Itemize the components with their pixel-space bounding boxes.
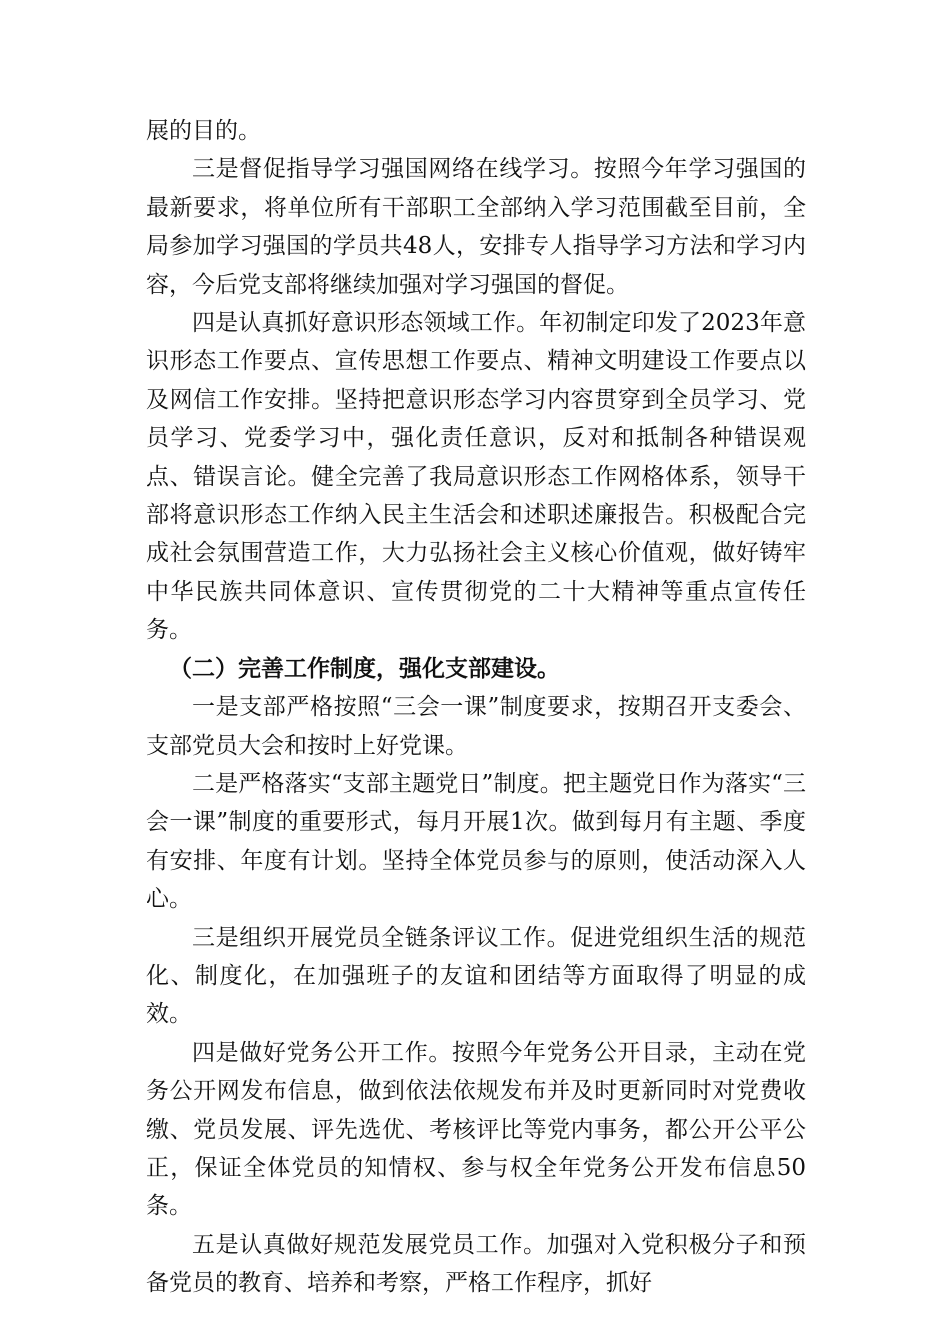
paragraph-continuation: 展的目的。 xyxy=(146,118,261,144)
paragraph-theme-day: 二是严格落实“支部主题党日”制度。把主题党日作为落实“三会一课”制度的重要形式，每月开展1次。做到每月有主题、季度有安排、年度有计划。坚持全体党员参与的原则，使活动深入人心。 xyxy=(146,770,806,913)
paragraph-member-review: 三是组织开展党员全链条评议工作。促进党组织生活的规范化、制度化，在加强班子的友谊和团结等方面取得了明显的成效。 xyxy=(146,924,806,1028)
paragraph-study-platform: 三是督促指导学习强国网络在线学习。按照今年学习强国的最新要求，将单位所有干部职工全部纳入学习范围截至目前，全局参加学习强国的学员共48人，安排专人指导学习方法和学习内容，今后党支部将继续加强对学习强国的督促。 xyxy=(146,156,806,298)
paragraph-three-meetings: 一是支部严格按照“三会一课”制度要求，按期召开支委会、支部党员大会和按时上好党课。 xyxy=(146,694,806,759)
paragraph-member-development: 五是认真做好规范发展党员工作。加强对入党积极分子和预备党员的教育、培养和考察，严格工作程序，抓好 xyxy=(146,1231,806,1297)
paragraph-affairs-disclosure: 四是做好党务公开工作。按照今年党务公开目录，主动在党务公开网发布信息，做到依法依规发布并及时更新同时对党费收缴、党员发展、评先选优、考核评比等党内事务，都公开公平公正，保证全体党员的知情权、参与权全年党务公开发布信息50条。 xyxy=(146,1039,806,1220)
section-heading: （二）完善工作制度，强化支部建设。 xyxy=(169,654,560,682)
document-body xyxy=(146,112,806,1303)
paragraph-ideology-work: 四是认真抓好意识形态领域工作。年初制定印发了2023年意识形态工作要点、宣传思想工作要点、精神文明建设工作要点以及网信工作安排。坚持把意识形态学习内容贯穿到全员学习、党员学习、党委学习中，强化责任意识，反对和抵制各种错误观点、错误言论。健全完善了我局意识形态工作网格体系，领导干部将意识形态工作纳入民主生活会和述职述廉报告。积极配合完成社会氛围营造工作，大力弘扬社会主义核心价值观，做好铸牢中华民族共同体意识、宣传贯彻党的二十大精神等重点宣传任务。 xyxy=(146,310,806,644)
